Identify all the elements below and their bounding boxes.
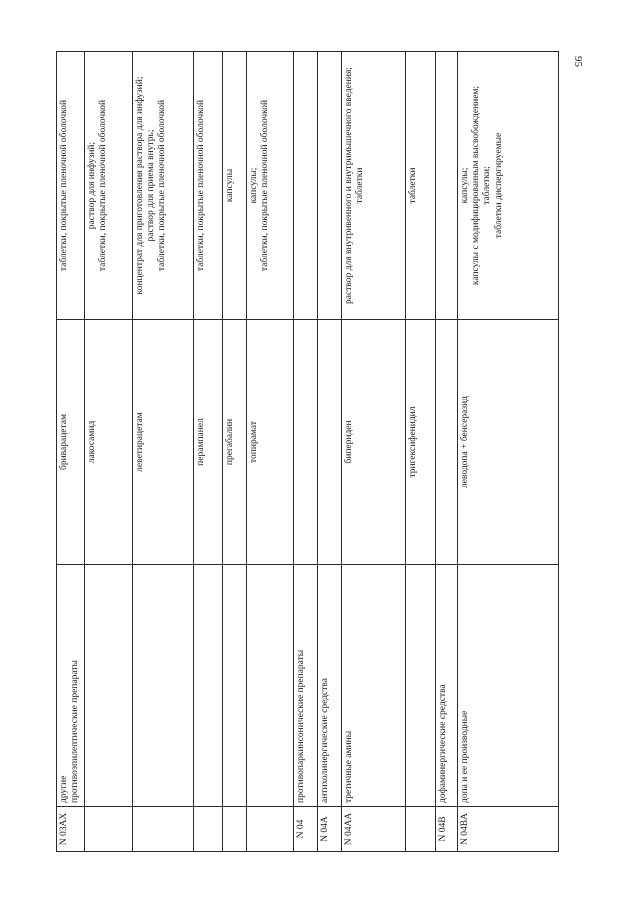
empty-cell — [133, 807, 194, 852]
dosage-form: капсулы — [225, 168, 235, 203]
empty-cell — [406, 807, 436, 852]
table-row — [85, 52, 133, 852]
group-name-line: другие — [59, 775, 69, 803]
dosage-form: таблетки, покрытые пленочной оболочкой — [98, 99, 109, 272]
table-row — [458, 52, 559, 852]
empty-cell — [194, 565, 223, 807]
empty-cell — [194, 807, 223, 852]
atc-code: N 04A — [318, 807, 342, 852]
empty-cell — [223, 565, 247, 807]
empty-cell — [318, 52, 342, 320]
empty-cell — [436, 52, 458, 320]
dosage-form: капсулы; — [249, 167, 259, 204]
dosage-forms — [342, 52, 406, 320]
dosage-forms — [223, 52, 247, 320]
table-row — [223, 52, 247, 852]
inn-name: бипериден — [342, 320, 406, 565]
dosage-form: таблетки — [355, 167, 366, 204]
table-row — [318, 52, 342, 852]
empty-cell — [436, 320, 458, 565]
dosage-form: капсулы с модифицированным высвобождением; — [471, 85, 482, 286]
group-name-line: противоэпилептические препараты — [70, 660, 81, 803]
table-row — [194, 52, 223, 852]
group-name: противопаркинсонические препараты — [294, 565, 318, 807]
empty-cell — [85, 565, 133, 807]
empty-cell — [223, 807, 247, 852]
empty-cell — [294, 320, 318, 565]
dosage-form: раствор для инфузий; — [87, 141, 97, 230]
table-row — [57, 52, 85, 852]
empty-cell — [133, 565, 194, 807]
dosage-forms — [57, 52, 85, 320]
inn-name: бриварацетам — [57, 320, 85, 565]
table-row — [133, 52, 194, 852]
inn-name: тригексифенидил — [406, 320, 436, 565]
atc-code: N 04AA — [342, 807, 406, 852]
group-name: антихолинергические средства — [318, 565, 342, 807]
page-number: 95 — [572, 55, 584, 67]
table-row — [406, 52, 436, 852]
inn-name: прегабалин — [223, 320, 247, 565]
dosage-form: таблетки, покрытые пленочной оболочкой — [260, 99, 271, 272]
dosage-forms — [194, 52, 223, 320]
table-row — [247, 52, 294, 852]
dosage-form: раствор для внутривенного и внутримышечного введения; — [344, 67, 354, 304]
empty-cell — [294, 52, 318, 320]
inn-name: леветирацетам — [133, 320, 194, 565]
dosage-form: таблетки — [408, 167, 418, 204]
rotated-table-container — [56, 52, 558, 852]
group-name: дофаминергические средства — [436, 565, 458, 807]
atc-code: N 04B — [436, 807, 458, 852]
atc-code: N 03AX — [57, 807, 85, 852]
group-name: третичные амины — [342, 565, 406, 807]
dosage-forms — [85, 52, 133, 320]
empty-cell — [85, 807, 133, 852]
dosage-form: таблетки, покрытые пленочной оболочкой — [59, 99, 69, 272]
dosage-form: таблетки, покрытые пленочной оболочкой — [157, 99, 168, 272]
dosage-form: таблетки, покрытые пленочной оболочкой — [196, 99, 206, 272]
dosage-form: таблетки диспергируемые — [493, 132, 504, 239]
empty-cell — [247, 807, 294, 852]
dosage-form: капсулы; — [460, 167, 470, 204]
inn-name: лакосамид — [85, 320, 133, 565]
dosage-forms — [406, 52, 436, 320]
atc-code: N 04 — [294, 807, 318, 852]
dosage-form: таблетки; — [482, 166, 493, 205]
dosage-form: концентрат для приготовления раствора для инфузий; — [135, 76, 145, 295]
empty-cell — [247, 565, 294, 807]
dosage-forms — [133, 52, 194, 320]
group-name — [57, 565, 85, 807]
dosage-form: раствор для приема внутрь; — [146, 129, 157, 242]
empty-cell — [318, 320, 342, 565]
dosage-forms — [247, 52, 294, 320]
empty-cell — [406, 565, 436, 807]
table-row — [342, 52, 406, 852]
table-row — [294, 52, 318, 852]
inn-name: топирамат — [247, 320, 294, 565]
dosage-forms — [458, 52, 559, 320]
table-row — [436, 52, 458, 852]
atc-code: N 04BA — [458, 807, 559, 852]
inn-name: перампанел — [194, 320, 223, 565]
drug-table — [56, 51, 559, 852]
inn-name: леводопа + бенсеразид — [458, 320, 559, 565]
group-name: допа и ее производные — [458, 565, 559, 807]
